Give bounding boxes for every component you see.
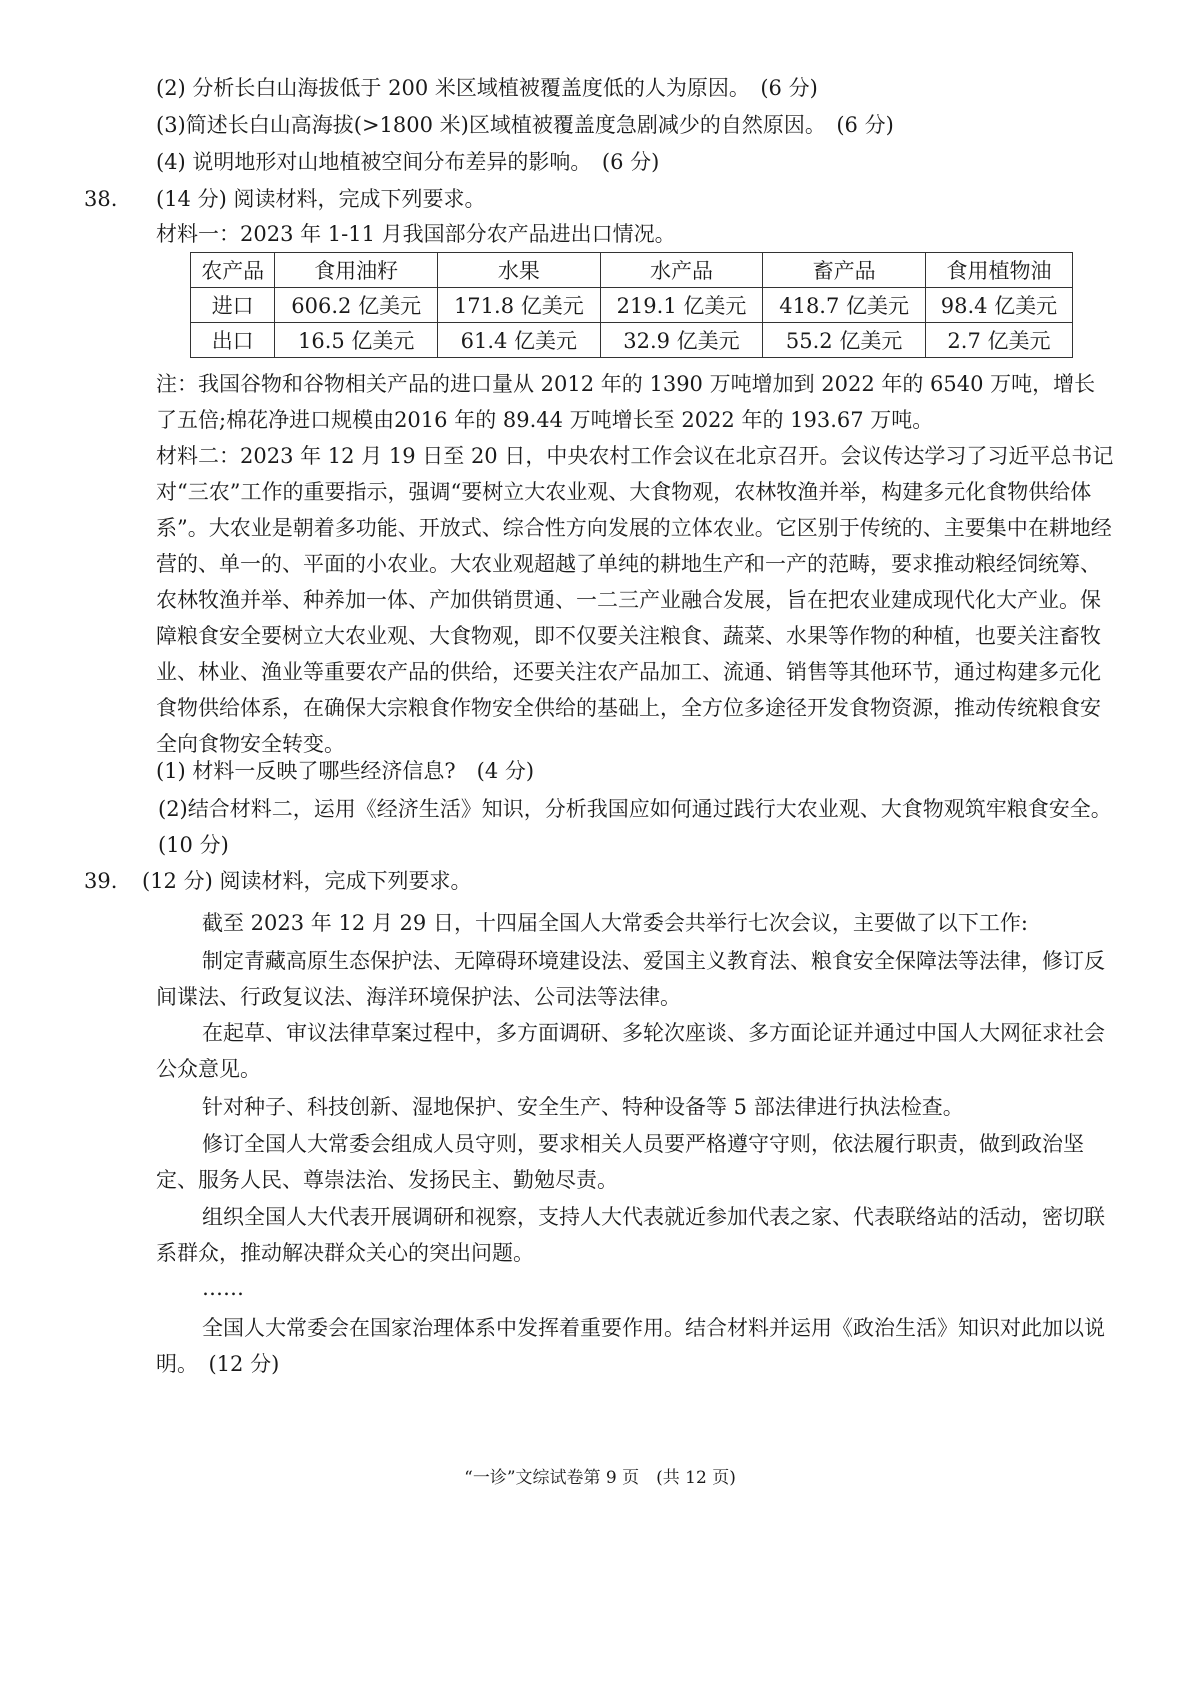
q39-paragraph: 制定青藏高原生态保护法、无障碍环境建设法、爱国主义教育法、粮食安全保障法等法律，修订反间谍法、行政复议法、海洋环境保护法、公司法等法律。 bbox=[156, 949, 1105, 1009]
q39-header: (12 分) 阅读材料，完成下列要求。 bbox=[142, 869, 472, 893]
q38-number: 38. bbox=[84, 187, 118, 211]
table-cell: 171.8 亿美元 bbox=[438, 288, 601, 323]
table-cell: 606.2 亿美元 bbox=[275, 288, 438, 323]
table-cell: 进口 bbox=[191, 288, 275, 323]
q38-question-1: (1) 材料一反映了哪些经济信息? (4 分) bbox=[156, 759, 535, 783]
q38-material1-title: 材料一：2023 年 1-11 月我国部分农产品进出口情况。 bbox=[156, 222, 676, 246]
table-row-export bbox=[191, 323, 1073, 358]
trade-table bbox=[190, 252, 1073, 358]
table-header-cell: 水产品 bbox=[600, 253, 763, 288]
table-cell: 98.4 亿美元 bbox=[925, 288, 1072, 323]
q39-paragraph: 组织全国人大代表开展调研和视察，支持人大代表就近参加代表之家、代表联络站的活动，密切联系群众，推动解决群众关心的突出问题。 bbox=[156, 1205, 1105, 1265]
q37-part-2: (2) 分析长白山海拔低于 200 米区域植被覆盖度低的人为原因。 (6 分) bbox=[156, 76, 818, 100]
table-header-cell: 食用植物油 bbox=[925, 253, 1072, 288]
table-cell: 出口 bbox=[191, 323, 275, 358]
table-cell: 219.1 亿美元 bbox=[600, 288, 763, 323]
table-header-row bbox=[191, 253, 1073, 288]
q38-material2: 材料二：2023 年 12 月 19 日至 20 日，中央农村工作会议在北京召开。会议传达学习了习近平总书记对“三农”工作的重要指示，强调“要树立大农业观、大食物观，农林牧渔并举，构建多元化食物供给体系”。大农业是朝着多功能、开放式、综合性方向发展的立体农业。它区别于传统的、主要集中在耕地经营的、单一的、平面的小农业。大农业观超越了单纯的耕地生产和一产的范畴，要求推动粮经饲统筹、农林牧渔并举、种养加一体、产加供销贯通、一二三产业融合发展，旨在把农业建成现代化大产业。保障粮食安全要树立大农业观、大食物观，即不仅要关注粮食、蔬菜、水果等作物的种植，也要关注畜牧业、林业、渔业等重要农产品的供给，还要关注农产品加工、流通、销售等其他环节，通过构建多元化食物供给体系，在确保大宗粮食作物安全供给的基础上，全方位多途径开发食物资源，推动传统粮食安全向食物安全转变。 bbox=[156, 444, 1114, 756]
table-cell: 32.9 亿美元 bbox=[600, 323, 763, 358]
q37-part-3: (3)简述长白山高海拔(>1800 米)区域植被覆盖度急剧减少的自然原因。 (6 分) bbox=[156, 113, 894, 137]
table-row-import bbox=[191, 288, 1073, 323]
table-cell: 2.7 亿美元 bbox=[925, 323, 1072, 358]
page-footer: “一诊”文综试卷第 9 页 (共 12 页) bbox=[464, 1468, 736, 1488]
q39-paragraph: 针对种子、科技创新、湿地保护、安全生产、特种设备等 5 部法律进行执法检查。 bbox=[202, 1095, 964, 1119]
q39-paragraph: 截至 2023 年 12 月 29 日，十四届全国人大常委会共举行七次会议，主要做了以下工作: bbox=[202, 911, 1029, 935]
q39-paragraph: 修订全国人大常委会组成人员守则，要求相关人员要严格遵守守则，依法履行职责，做到政治坚定、服务人民、尊崇法治、发扬民主、勤勉尽责。 bbox=[156, 1132, 1084, 1192]
table-cell: 55.2 亿美元 bbox=[763, 323, 926, 358]
table-cell: 61.4 亿美元 bbox=[438, 323, 601, 358]
q39-question: 全国人大常委会在国家治理体系中发挥着重要作用。结合材料并运用《政治生活》知识对此加以说明。 (12 分) bbox=[156, 1316, 1105, 1376]
q39-number: 39. bbox=[84, 869, 118, 893]
table-cell: 16.5 亿美元 bbox=[275, 323, 438, 358]
table-header-cell: 水果 bbox=[438, 253, 601, 288]
q37-part-4: (4) 说明地形对山地植被空间分布差异的影响。 (6 分) bbox=[156, 150, 660, 174]
q38-note: 注：我国谷物和谷物相关产品的进口量从 2012 年的 1390 万吨增加到 2022 年的 6540 万吨，增长了五倍;棉花净进口规模由2016 年的 89.44 万吨增长至 2022 年的 193.67 万吨。 bbox=[156, 372, 1096, 432]
q39-ellipsis: …… bbox=[202, 1276, 244, 1300]
q38-header: (14 分) 阅读材料，完成下列要求。 bbox=[156, 187, 486, 211]
q38-question-2: (2)结合材料二，运用《经济生活》知识，分析我国应如何通过践行大农业观、大食物观筑牢粮食安全。 (10 分) bbox=[158, 797, 1123, 857]
table-header-cell: 食用油籽 bbox=[275, 253, 438, 288]
table-header-cell: 农产品 bbox=[191, 253, 275, 288]
table-cell: 418.7 亿美元 bbox=[763, 288, 926, 323]
table-header-cell: 畜产品 bbox=[763, 253, 926, 288]
q39-paragraph: 在起草、审议法律草案过程中，多方面调研、多轮次座谈、多方面论证并通过中国人大网征求社会公众意见。 bbox=[156, 1021, 1105, 1081]
